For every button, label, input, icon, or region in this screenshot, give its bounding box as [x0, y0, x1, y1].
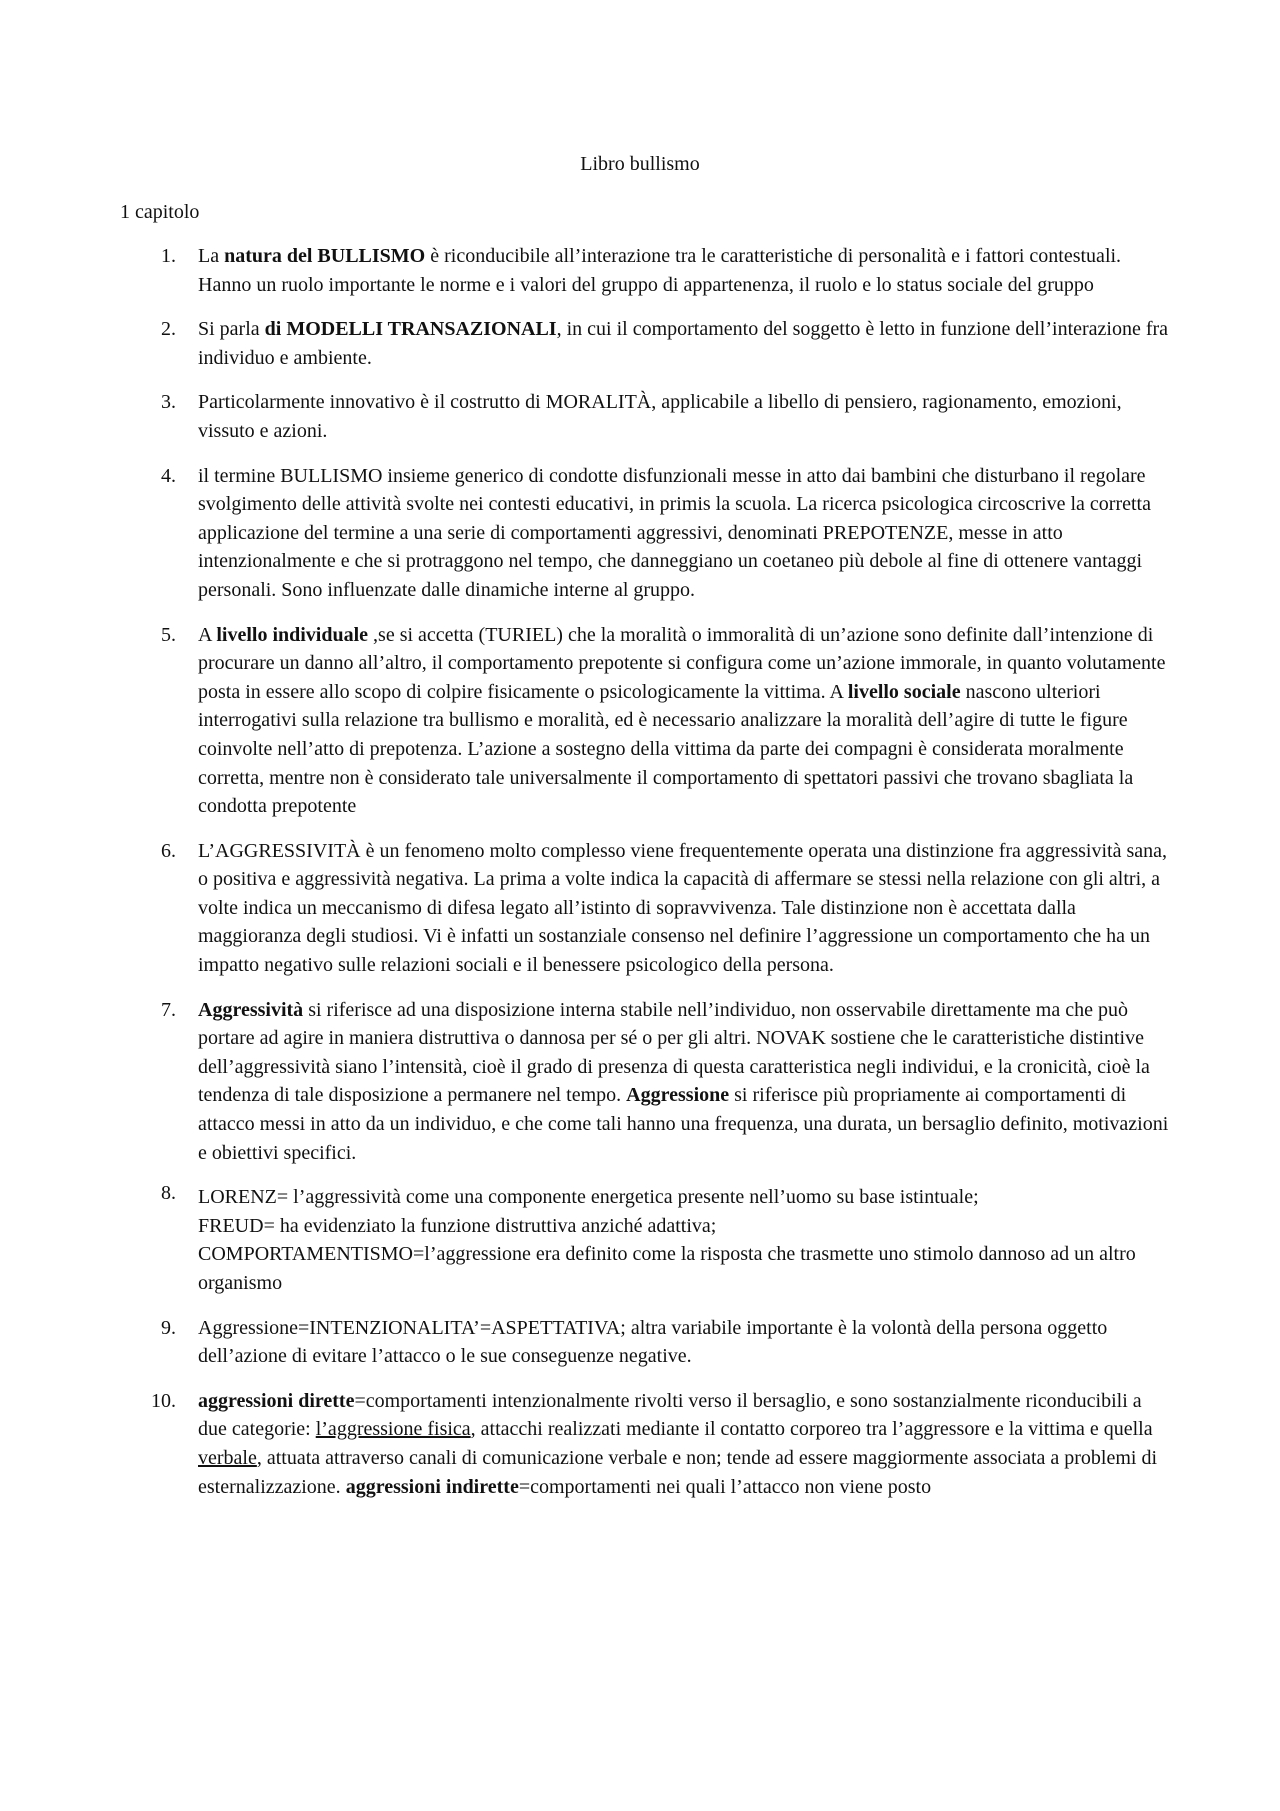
list-item	[120, 242, 1170, 299]
bold-term: Aggressività	[198, 998, 304, 1021]
list-item	[120, 1314, 1170, 1371]
list-item-text: La natura del BULLISMO è riconducibile all’interazione tra le caratteristiche di personalità e i fattori contestuali. Hanno un ruolo importante le norme e i valori del gruppo di appartenenza, il ruolo e lo status sociale del gruppo	[198, 245, 1122, 296]
bold-term: di MODELLI TRANSAZIONALI	[264, 318, 557, 341]
list-item-text: A livello individuale ,se si accetta (TURIEL) che la moralità o immoralità di un’azione sono definite dall’intenzione di procurare un danno all’altro, il comportamento prepotente si configura come un’azione immorale, in quanto volutamente posta in essere allo scopo di colpire fisicamente o psicologicamente la vittima. A livello sociale nascono ulteriori interrogativi sulla relazione tra bullismo e moralità, ed è necessario analizzare la moralità dell’agire di tutte le figure coinvolte nell’atto di prepotenza. L’azione a sostegno della vittima da parte dei compagni è considerata moralmente corretta, mentre non è considerato tale universalmente il comportamento di spettatori passivi che trovano sbagliata la condotta prepotente	[198, 623, 1166, 818]
list-item-text: LORENZ= l’aggressività come una componente energetica presente nell’uomo su base istintuale; FREUD= ha evidenziato la funzione distruttiva anziché adattiva; COMPORTAMENTISMO=l’aggressione era definito come la risposta che trasmette uno stimolo dannoso ad un altro organismo	[198, 1186, 1136, 1294]
list-item-number: 10.	[151, 1389, 176, 1412]
bold-term: livello individuale	[216, 623, 369, 646]
list-item-text: Aggressività si riferisce ad una disposizione interna stabile nell’individuo, non osservabile direttamente ma che può portare ad agire in maniera distruttiva o dannosa per sé o per gli altri. NOVAK sostiene che le caratteristiche distintive dell’aggressività siano l’intensità, cioè il grado di presenza di questa caratteristica negli individui, e la cronicità, cioè la tendenza di tale disposizione a permanere nel tempo. Aggressione si riferisce più propriamente ai comportamenti di attacco messi in atto da un individuo, e che come tali hanno una frequenza, una durata, un bersaglio definito, motivazioni e obiettivi specifici.	[198, 998, 1169, 1164]
list-item-text: aggressioni dirette=comportamenti intenzionalmente rivolti verso il bersaglio, e sono sostanzialmente riconducibili a due categorie: l’aggressione fisica, attacchi realizzati mediante il contatto corporeo tra l’aggressore e la vittima e quella verbale, attuata attraverso canali di comunicazione verbale e non; tende ad essere maggiormente associata a problemi di esternalizzazione. aggressioni indirette=comportamenti nei quali l’attacco non viene posto	[198, 1389, 1158, 1498]
numbered-list	[120, 242, 1170, 1517]
list-item	[120, 996, 1170, 1168]
bold-term: livello sociale	[847, 680, 961, 703]
chapter-heading: 1 capitolo	[120, 201, 200, 223]
list-item-text: Aggressione=INTENZIONALITA’=ASPETTATIVA; altra variabile importante è la volontà della persona oggetto dell’azione di evitare l’attacco o le sue conseguenze negative.	[198, 1316, 1108, 1368]
list-item	[120, 621, 1170, 821]
underlined-term: verbale	[198, 1446, 257, 1469]
list-item-text: Particolarmente innovativo è il costrutto di MORALITÀ, applicabile a libello di pensiero, ragionamento, emozioni, vissuto e azioni.	[198, 391, 1122, 442]
bold-term: aggressioni dirette	[198, 1389, 355, 1412]
list-item	[120, 1387, 1170, 1501]
list-item-text: L’AGGRESSIVITÀ è un fenomeno molto complesso viene frequentemente operata una distinzione fra aggressività sana, o positiva e aggressività negativa. La prima a volte indica la capacità di affermare se stessi nella relazione con gli altri, a volte indica un meccanismo di difesa legato all’istinto di sopravvivenza. Tale distinzione non è accettata dalla maggioranza degli studiosi. Vi è infatti un sostanziale consenso nel definire l’aggressione un comportamento che ha un impatto negativo sulle relazioni sociali e il benessere psicologico della persona.	[198, 839, 1167, 977]
list-item-text: Si parla di MODELLI TRANSAZIONALI, in cui il comportamento del soggetto è letto in funzione dell’interazione fra individuo e ambiente.	[198, 318, 1169, 369]
list-item-number: 7.	[161, 998, 176, 1021]
bold-term: natura del BULLISMO	[224, 245, 426, 267]
list-item-number: 1.	[161, 245, 176, 267]
list-item-number: 5.	[161, 623, 176, 646]
list-item-number: 8.	[161, 1182, 176, 1205]
list-item	[120, 388, 1170, 445]
list-item	[120, 462, 1170, 605]
bold-term: Aggressione	[626, 1084, 730, 1107]
list-item	[120, 315, 1170, 372]
list-item	[120, 837, 1170, 980]
list-item-text: il termine BULLISMO insieme generico di condotte disfunzionali messe in atto dai bambini che disturbano il regolare svolgimento delle attività svolte nei contesti educativi, in primis la scuola. La ricerca psicologica circoscrive la corretta applicazione del termine a una serie di comportamenti aggressivi, denominati PREPOTENZE, messe in atto intenzionalmente e che si protraggono nel tempo, che danneggiano un coetaneo più debole al fine di ottenere vantaggi personali. Sono influenzate dalle dinamiche interne al gruppo.	[198, 464, 1151, 601]
list-item-number: 9.	[161, 1316, 176, 1339]
underlined-term: l’aggressione fisica	[315, 1418, 471, 1441]
list-item-number: 2.	[161, 318, 176, 341]
list-item	[120, 1183, 1170, 1297]
bold-term: aggressioni indirette	[345, 1475, 519, 1498]
list-item-number: 4.	[161, 464, 176, 487]
list-item-number: 6.	[161, 839, 176, 862]
document-title: Libro bullismo	[580, 153, 700, 175]
list-item-number: 3.	[161, 391, 176, 414]
